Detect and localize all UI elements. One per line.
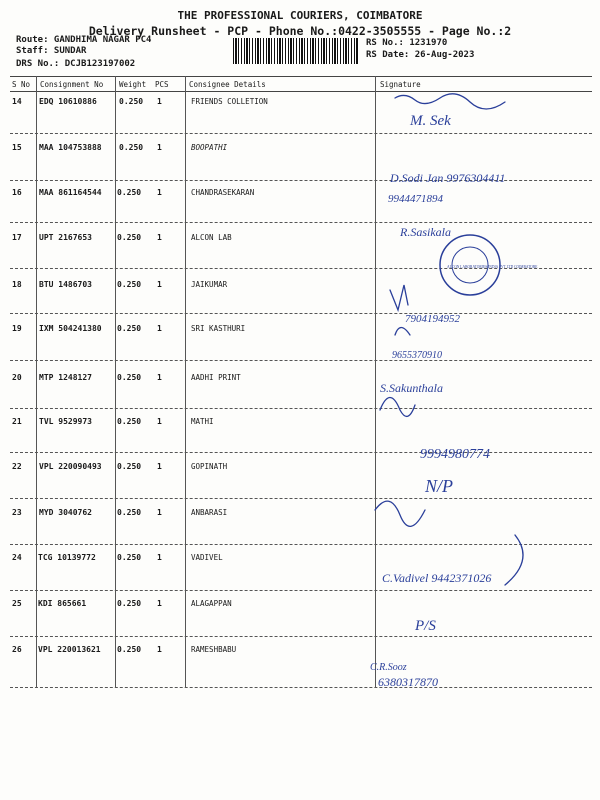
row-consignee: ALCON LAB [191,233,232,242]
row-consignee: JAIKUMAR [191,280,228,289]
row-consignment: MAA 861164544 [39,188,102,197]
row-pcs: 1 [157,645,162,654]
drs-number: DRS No.: DCJB123197002 [16,59,136,69]
row-consignment: EDQ 10610886 [39,97,97,106]
column-divider [185,76,186,687]
row-pcs: 1 [157,373,162,382]
row-consignee: GOPINATH [191,462,228,471]
staff-label: Staff: SUNDAR [16,46,87,56]
row-weight: 0.250 [117,508,142,517]
row-consignee: ALAGAPPAN [191,599,232,608]
col-header-weight: Weight [119,80,147,89]
row-sno: 17 [12,233,22,242]
row-sno: 24 [12,553,22,562]
row-pcs: 1 [157,553,162,562]
signature-scribble [375,501,425,526]
signature-scribble [395,94,505,109]
row-pcs: 1 [157,97,162,106]
row-sno: 18 [12,280,22,289]
signature-text: 9655370910 [392,350,442,361]
row-sno: 25 [12,599,22,608]
signature-text: P/S [415,618,436,634]
row-weight: 0.250 [117,553,142,562]
col-header-consignment: Consignment No [40,80,104,89]
row-consignment: MAA 104753888 [39,143,102,152]
row-weight: 0.250 [117,417,142,426]
row-consignment: KDI 865661 [38,599,87,608]
row-weight: 0.250 [117,599,142,608]
row-weight: 0.250 [117,188,142,197]
runsheet-subtitle: Delivery Runsheet - PCP - Phone No.:0422-3505555 - Page No.:2 [88,24,512,38]
row-pcs: 1 [157,508,162,517]
row-pcs: 1 [157,280,162,289]
signature-text: M. Sek [410,113,451,129]
row-consignee: FRIENDS COLLETION [191,97,268,106]
column-divider [115,76,116,687]
row-sno: 15 [12,143,22,152]
column-divider [36,76,37,687]
signature-text: 9944471894 [388,193,443,205]
route-label: Route: GANDHIMA NAGAR PC4 [16,35,152,45]
signature-text: 9994980774 [420,447,490,462]
row-consignment: IXM 504241380 [39,324,102,333]
row-consignment: MYD 3040762 [39,508,92,517]
row-consignee: RAMESHBABU [191,645,237,654]
row-weight: 0.250 [117,280,142,289]
rs-date: RS Date: 26-Aug-2023 [366,50,475,60]
row-weight: 0.250 [119,143,144,152]
row-pcs: 1 [157,143,162,152]
row-consignment: VPL 220013621 [38,645,101,654]
signature-area [370,90,590,700]
signature-text: C.R.Sooz [370,662,407,673]
row-sno: 16 [12,188,22,197]
row-consignee: AADHI PRINT [191,373,241,382]
row-consignee: ANBARASI [191,508,228,517]
col-header-signature: Signature [380,80,421,89]
row-consignment: MTP 1248127 [39,373,92,382]
signature-text: N/P [425,476,454,496]
row-pcs: 1 [157,599,162,608]
row-sno: 21 [12,417,22,426]
row-weight: 0.250 [117,324,142,333]
row-pcs: 1 [157,188,162,197]
row-sno: 26 [12,645,22,654]
col-header-consignee: Consignee Details [189,80,266,89]
company-title: THE PROFESSIONAL COURIERS, COIMBATORE [177,9,423,22]
row-weight: 0.250 [117,373,142,382]
table-top-border [10,76,592,77]
row-pcs: 1 [157,233,162,242]
signature-scribble [505,535,523,585]
signature-scribble [395,328,410,336]
row-sno: 14 [12,97,22,106]
row-weight: 0.250 [117,462,142,471]
signature-text: S.Sakunthala [380,381,443,395]
signature-scribble [390,285,408,310]
row-sno: 23 [12,508,22,517]
row-consignment: BTU 1486703 [39,280,92,289]
row-consignment: TVL 9529973 [39,417,92,426]
row-sno: 22 [12,462,22,471]
row-pcs: 1 [157,324,162,333]
signature-text: C.Vadivel 9442371026 [382,571,492,585]
row-sno: 19 [12,324,22,333]
row-weight: 0.250 [117,645,142,654]
row-pcs: 1 [157,417,162,426]
row-consignment: TCG 10139772 [38,553,96,562]
col-header-sno: S No [12,80,31,89]
rs-number: RS No.: 1231970 [366,38,448,48]
row-consignment: UPT 2167653 [39,233,92,242]
col-header-pcs: PCS [155,80,169,89]
barcode [233,38,359,64]
row-consignee: BOOPATHI [191,143,228,152]
row-consignee: SRI KASTHURI [191,324,246,333]
signature-text: 6380317870 [378,675,438,689]
stamp-text: ALCON LABORATORIES INDIA PVT LTD COIMBATORE [447,265,538,269]
row-consignment: VPL 220090493 [39,462,102,471]
signature-text: R.Sasikala [400,225,451,239]
signature-text: 7904194952 [405,313,460,325]
row-consignee: MATHI [191,417,214,426]
signature-scribble [380,398,415,417]
row-pcs: 1 [157,462,162,471]
signature-text: D.Sodi Jan 9976304411 [390,171,506,185]
row-sno: 20 [12,373,22,382]
row-consignee: VADIVEL [191,553,223,562]
row-consignee: CHANDRASEKARAN [191,188,255,197]
row-weight: 0.250 [117,233,142,242]
row-weight: 0.250 [119,97,144,106]
